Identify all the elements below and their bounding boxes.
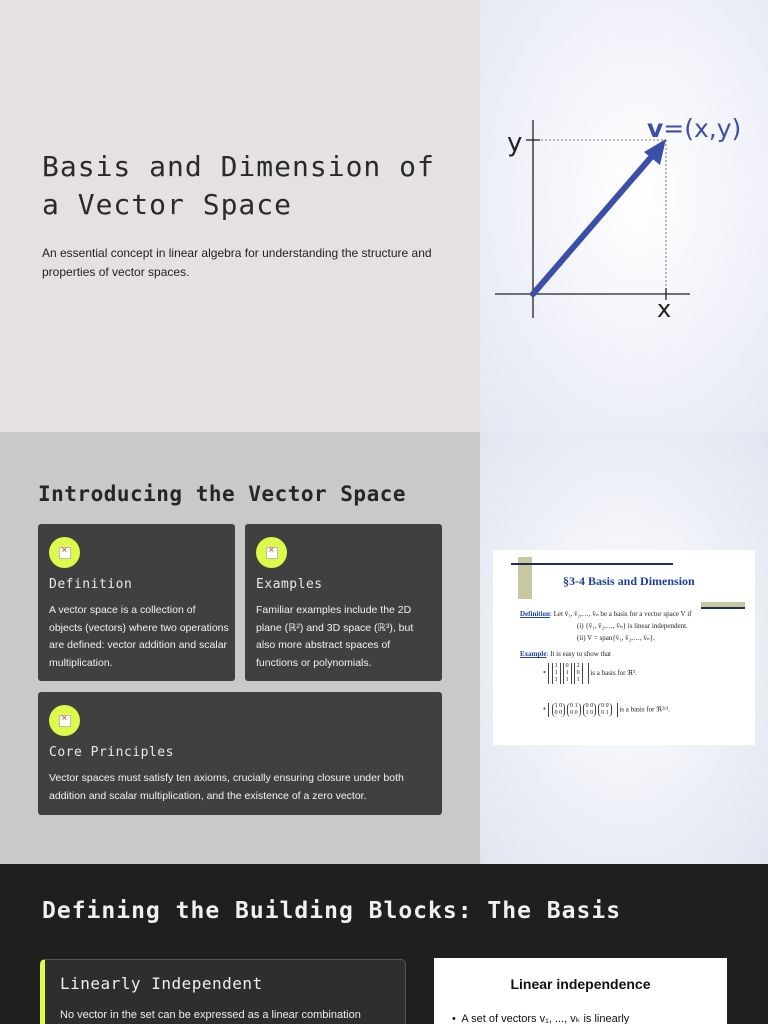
slide-bullet: • A set of vectors v₁, ..., vₖ is linearly [452, 1013, 630, 1024]
broken-image-icon [49, 705, 80, 736]
hero-title: Basis and Dimension of a Vector Space [42, 150, 435, 221]
hero-text-panel [0, 0, 480, 432]
basis-title: Defining the Building Blocks: The Basis [42, 898, 622, 924]
hero-subtitle: An essential concept in linear algebra for understanding the structure and properties of vector spaces. [42, 246, 432, 279]
slide-title: §3-4 Basis and Dimension [563, 574, 695, 588]
slide-definition: Definition: Let v̄₁, v̄₂,…, v̄ₙ be a basis for a vector space V if [520, 610, 692, 618]
linearly-independent-card [40, 959, 406, 1024]
vector-shaft [533, 155, 653, 294]
slide-condition-2: (ii) V = span{v̄₁, v̄₂,…, v̄ₙ}. [577, 634, 655, 642]
card-body: No vector in the set can be expressed as a linear combination [60, 1009, 361, 1021]
examples-card [245, 524, 442, 681]
slide-condition-1: (i) {v̄₁, v̄₂,…, v̄ₙ} is linear independent. [577, 622, 688, 630]
broken-image-icon [256, 537, 287, 568]
slide-basis-r3: • 1 1 10 1 12 0 1 is a basis for ℜ³. [543, 663, 637, 683]
card-title: Definition [49, 577, 133, 592]
card-body: A vector space is a collection of objects (vectors) where two operations are defined: vector addition and scalar multiplication. [49, 604, 229, 669]
vector-label: v=(x,y) [647, 114, 742, 143]
slide-title: Linear independence [510, 976, 651, 992]
slide-basis-r2x2: • 1 0 0 00 1 0 00 0 1 00 0 0 1 is a basis for ℜ²ˣ². [543, 703, 670, 716]
y-axis-label: y [507, 128, 523, 158]
basis-section [0, 864, 768, 1024]
card-title: Core Principles [49, 745, 174, 760]
hero-section [0, 0, 768, 432]
broken-image-icon [49, 537, 80, 568]
card-body: Familiar examples include the 2D plane (ℝ²) and 3D space (ℝ³), but also more abstract spaces of functions or polynomials. [256, 604, 414, 669]
basis-definition-slide [493, 550, 755, 745]
card-title: Examples [256, 577, 323, 592]
card-title: Linearly Independent [60, 974, 263, 993]
intro-title: Introducing the Vector Space [38, 482, 407, 506]
intro-panel [0, 432, 480, 864]
definition-card [38, 524, 235, 681]
slide-example: Example: It is easy to show that [520, 650, 612, 658]
linear-independence-slide [434, 958, 727, 1024]
vector-diagram [480, 0, 768, 432]
vector-figure-panel [480, 0, 768, 432]
core-principles-card [38, 692, 442, 815]
card-body: Vector spaces must satisfy ten axioms, crucially ensuring closure under both addition and scalar multiplication, and the existence of a zero vector. [49, 772, 404, 802]
x-axis-label: x [657, 295, 672, 323]
